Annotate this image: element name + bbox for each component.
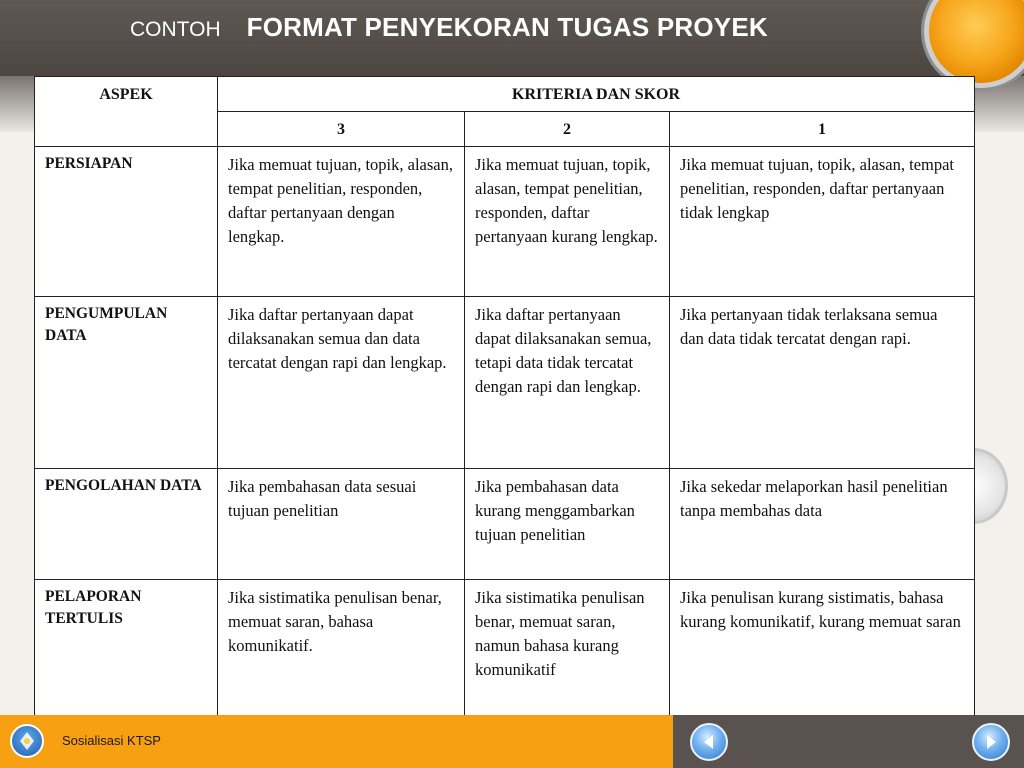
slide-title-prefix: CONTOH [130, 18, 221, 41]
table-cell: Jika memuat tujuan, topik, alasan, tempat penelitian, responden, daftar pertanyaan tidak lengkap [670, 147, 975, 297]
slide-title-row [130, 12, 768, 48]
table-cell: Jika sistimatika penulisan benar, memuat saran, bahasa komunikatif. [218, 580, 465, 717]
table-cell: Jika memuat tujuan, topik, alasan, tempat penelitian, responden, daftar pertanyaan dengan lengkap. [218, 147, 465, 297]
table-cell: Jika pembahasan data kurang menggambarkan tujuan penelitian [465, 469, 670, 580]
next-slide-button[interactable] [972, 723, 1010, 761]
table-row [35, 297, 975, 469]
slide-title: FORMAT PENYEKORAN TUGAS PROYEK [246, 12, 768, 42]
table-cell: Jika pertanyaan tidak terlaksana semua dan data tidak tercatat dengan rapi. [670, 297, 975, 469]
aspek-pelaporan-tertulis: PELAPORAN TERTULIS [35, 580, 218, 717]
score-header-2: 2 [465, 112, 670, 147]
arrow-left-icon [699, 732, 719, 752]
score-header-3: 3 [218, 112, 465, 147]
table-row [35, 147, 975, 297]
table-cell: Jika sekedar melaporkan hasil penelitian tanpa membahas data [670, 469, 975, 580]
scoring-table [34, 76, 975, 717]
table-cell: Jika sistimatika penulisan benar, memuat saran, namun bahasa kurang komunikatif [465, 580, 670, 717]
score-header-1: 1 [670, 112, 975, 147]
header-aspek: ASPEK [35, 77, 218, 147]
previous-slide-button[interactable] [690, 723, 728, 761]
arrow-right-icon [981, 732, 1001, 752]
table-cell: Jika penulisan kurang sistimatis, bahasa kurang komunikatif, kurang memuat saran [670, 580, 975, 717]
table-row [35, 580, 975, 717]
table-cell: Jika daftar pertanyaan dapat dilaksanakan semua, tetapi data tidak tercatat dengan rapi dan lengkap. [465, 297, 670, 469]
table-header-row [35, 77, 975, 112]
table-cell: Jika pembahasan data sesuai tujuan penelitian [218, 469, 465, 580]
aspek-pengumpulan-data: PENGUMPULAN DATA [35, 297, 218, 469]
table-cell: Jika daftar pertanyaan dapat dilaksanakan semua dan data tercatat dengan rapi dan lengkap. [218, 297, 465, 469]
table-row [35, 469, 975, 580]
aspek-pengolahan-data: PENGOLAHAN DATA [35, 469, 218, 580]
footer-label: Sosialisasi KTSP [62, 733, 161, 748]
aspek-persiapan: PERSIAPAN [35, 147, 218, 297]
header-kriteria: KRITERIA DAN SKOR [218, 77, 975, 112]
tut-wuri-handayani-logo-icon [10, 724, 44, 758]
table-cell: Jika memuat tujuan, topik, alasan, tempat penelitian, responden, daftar pertanyaan kurang lengkap. [465, 147, 670, 297]
